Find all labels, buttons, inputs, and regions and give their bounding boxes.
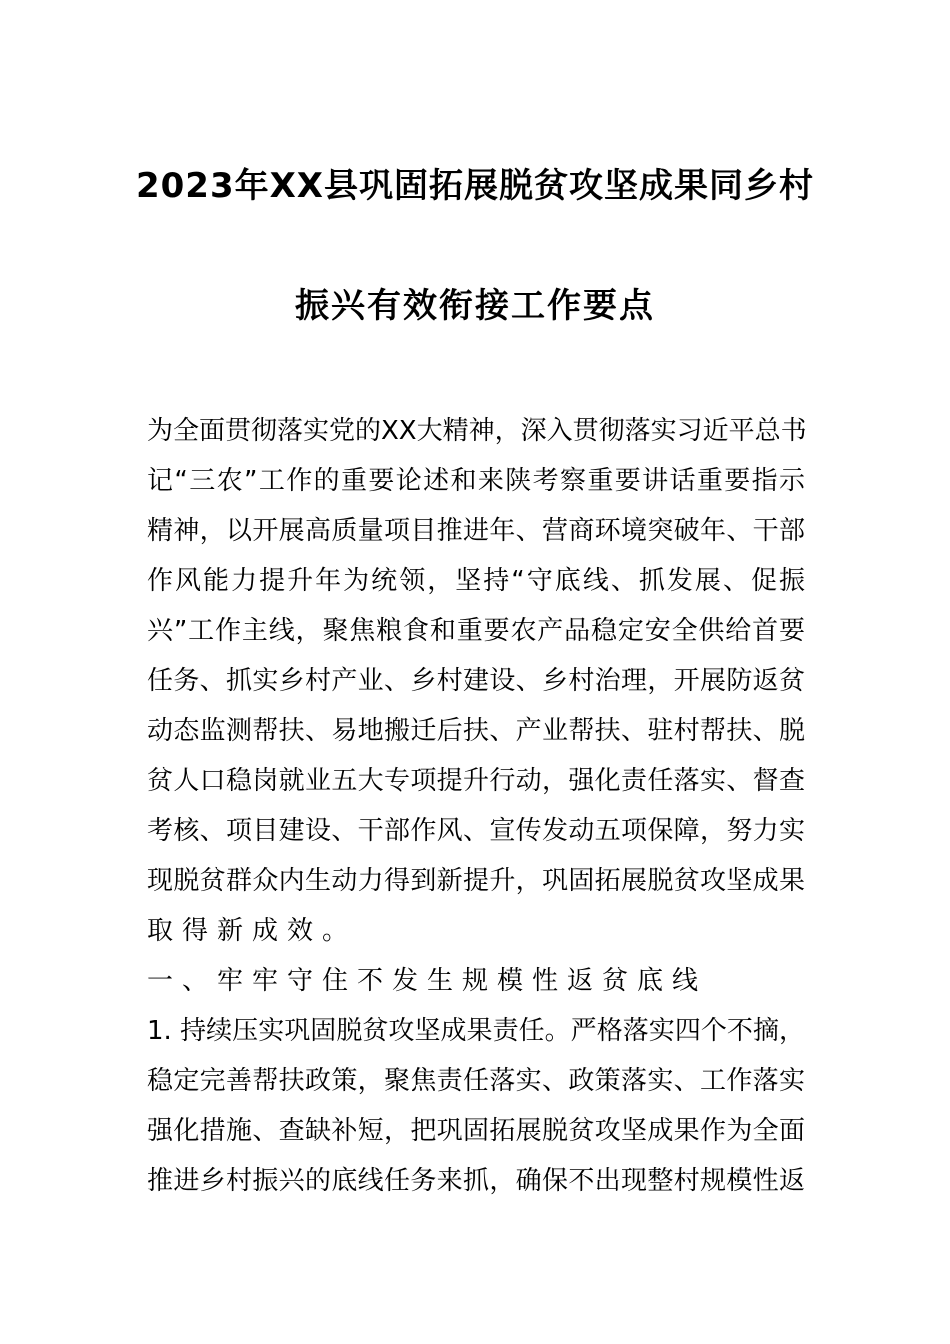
paragraph-line: 记“三农”工作的重要论述和来陕考察重要讲话重要指示 <box>147 466 805 496</box>
paragraph-line: 作风能力提升年为统领，坚持“守底线、抓发展、促振 <box>147 566 805 596</box>
document-title-line-1: 2023年XX县巩固拓展脱贫攻坚成果同乡村 <box>135 166 815 206</box>
document-body <box>147 412 805 1212</box>
paragraph-line: 动态监测帮扶、易地搬迁后扶、产业帮扶、驻村帮扶、脱 <box>147 716 805 746</box>
paragraph-line: 精神，以开展高质量项目推进年、营商环境突破年、干部 <box>147 516 805 546</box>
paragraph-line: 考核、项目建设、干部作风、宣传发动五项保障，努力实 <box>147 816 805 846</box>
paragraph-line: 现脱贫群众内生动力得到新提升，巩固拓展脱贫攻坚成果 <box>147 866 805 896</box>
paragraph-line: 1. 持续压实巩固脱贫攻坚成果责任。严格落实四个不摘， <box>147 1016 805 1046</box>
paragraph-line: 兴”工作主线，聚焦粮食和重要农产品稳定安全供给首要 <box>147 616 805 646</box>
paragraph-line: 强化措施、查缺补短，把巩固拓展脱贫攻坚成果作为全面 <box>147 1116 805 1146</box>
paragraph-line: 贫人口稳岗就业五大专项提升行动，强化责任落实、督查 <box>147 766 805 796</box>
paragraph-line: 取得新成效。 <box>147 916 358 946</box>
intro-paragraph <box>147 412 805 962</box>
paragraph-line: 为全面贯彻落实党的XX大精神，深入贯彻落实习近平总书 <box>147 416 807 446</box>
paragraph-line: 任务、抓实乡村产业、乡村建设、乡村治理，开展防返贫 <box>147 666 805 696</box>
item-1-paragraph <box>147 1012 805 1212</box>
document-title-line-2: 振兴有效衔接工作要点 <box>295 286 655 326</box>
paragraph-line: 推进乡村振兴的底线任务来抓，确保不出现整村规模性返 <box>147 1166 805 1196</box>
section-heading: 一、牢牢守住不发生规模性返贫底线 <box>147 966 708 996</box>
paragraph-line: 稳定完善帮扶政策，聚焦责任落实、政策落实、工作落实 <box>147 1066 805 1096</box>
